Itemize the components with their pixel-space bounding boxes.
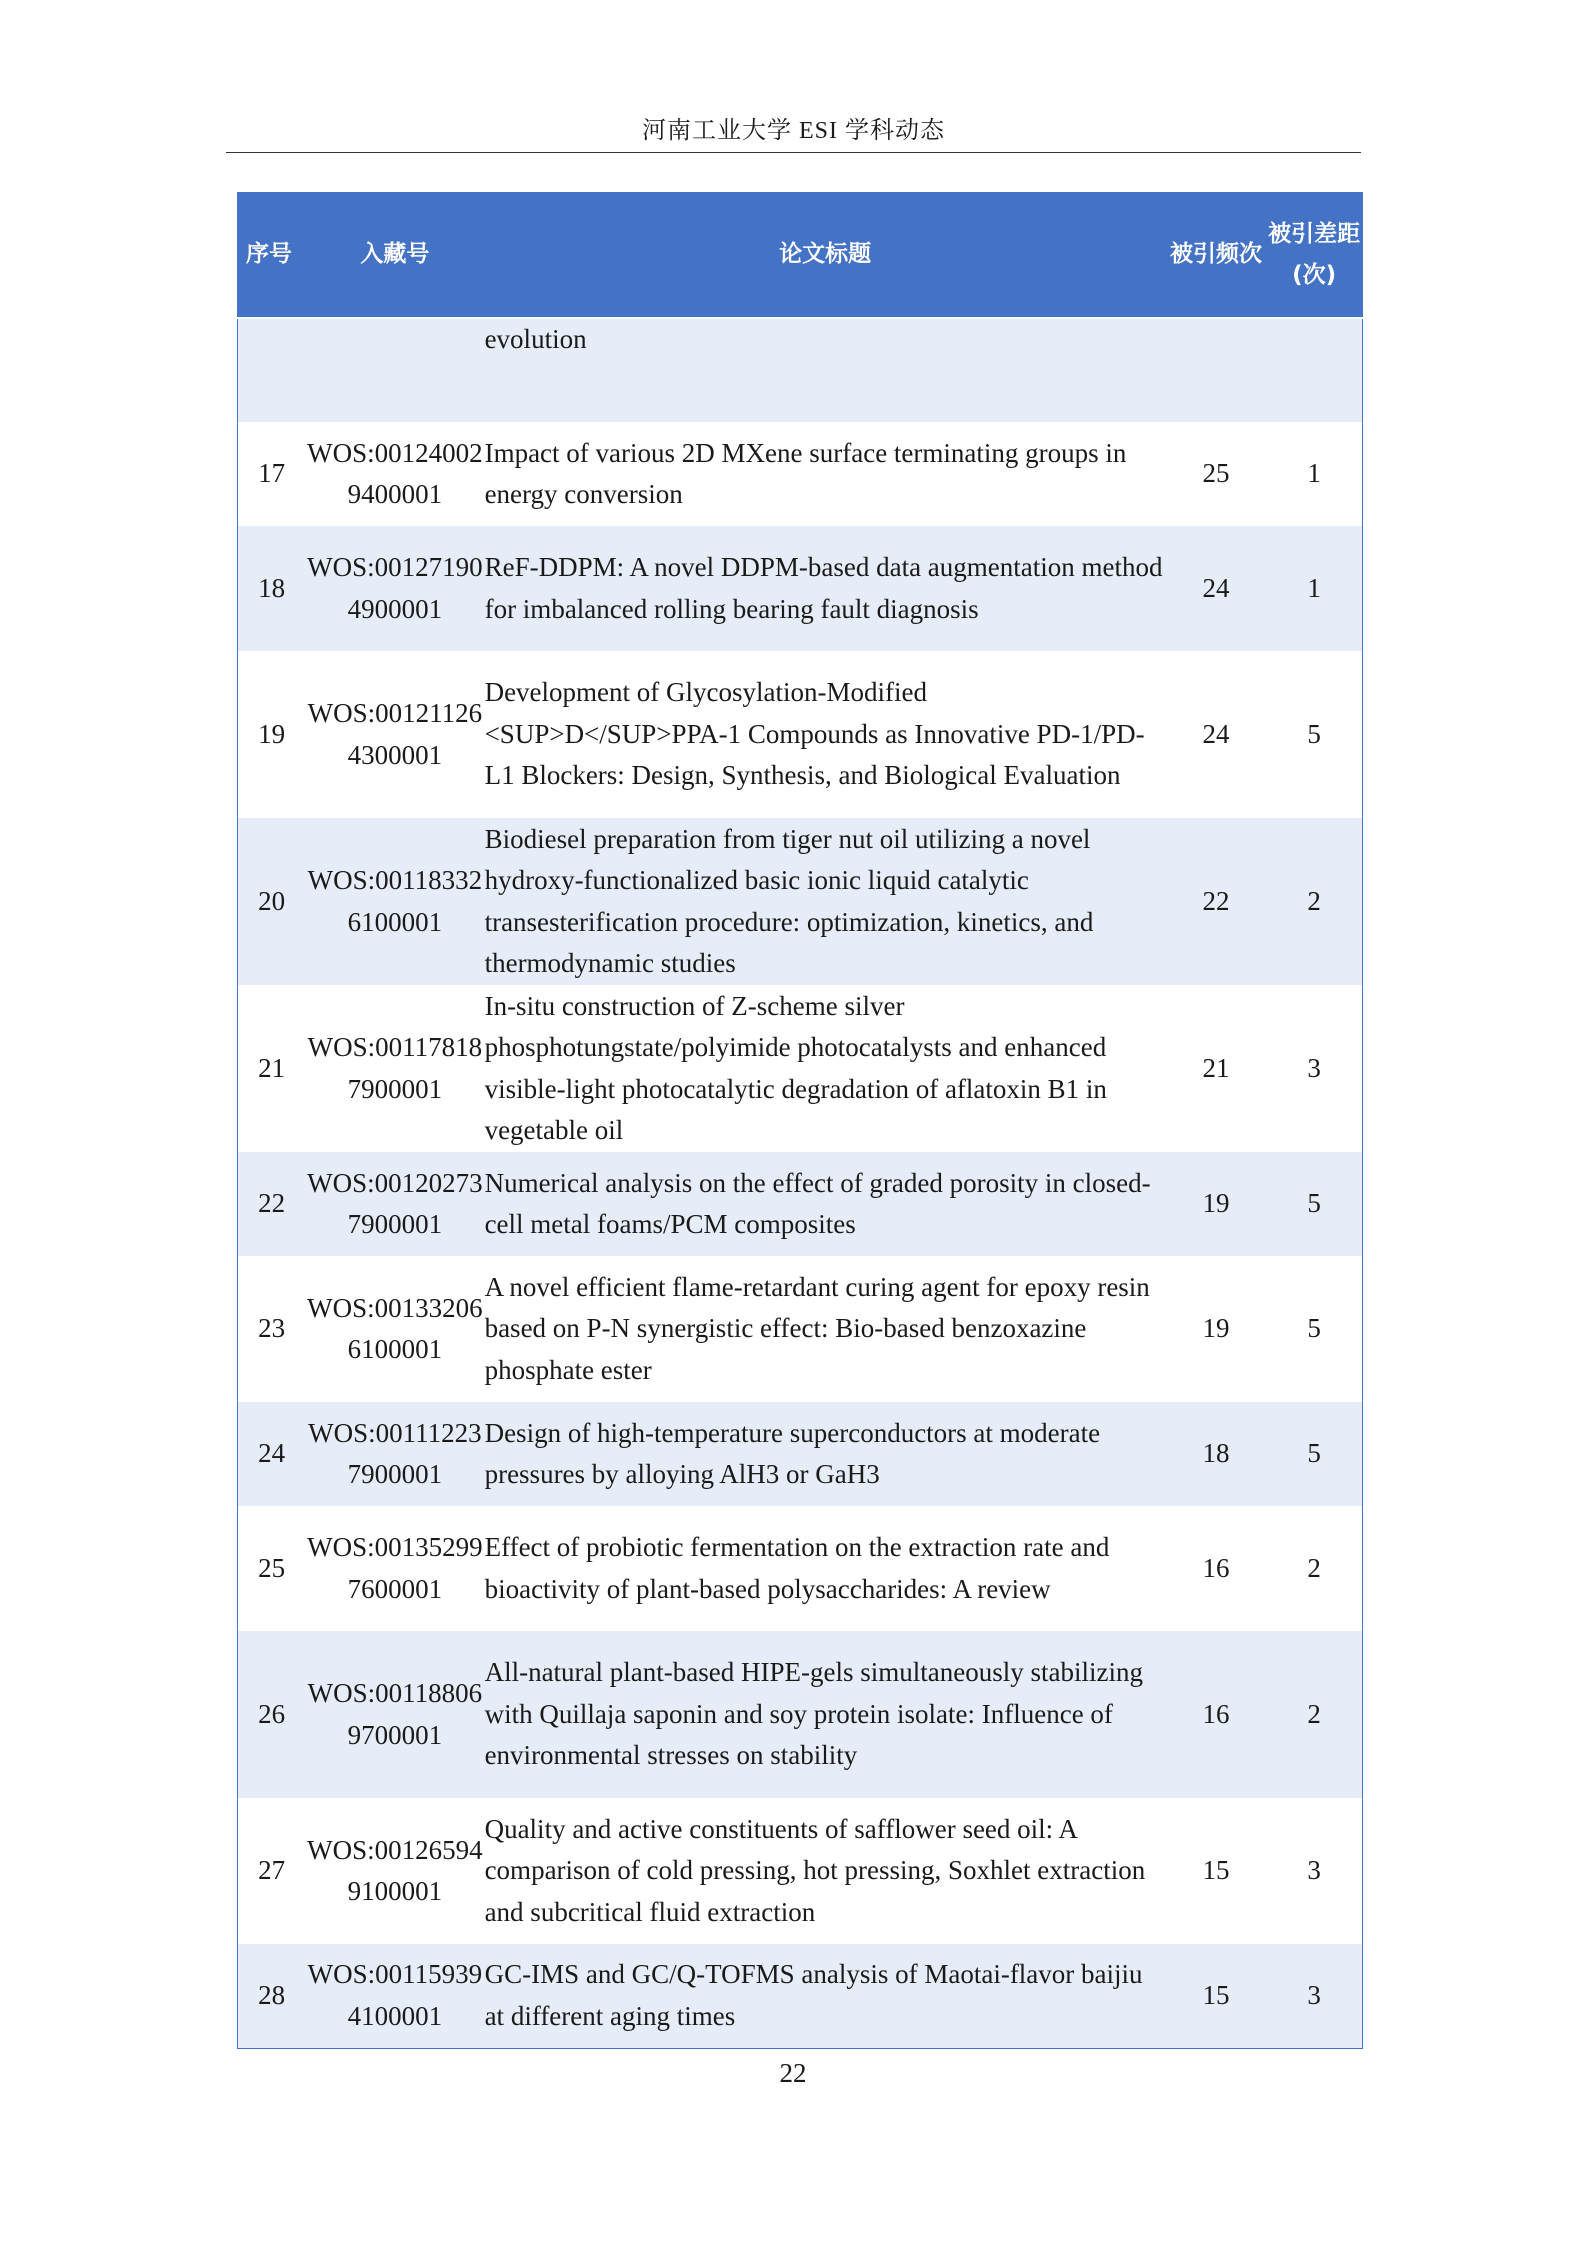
citation-count-cell: 19 xyxy=(1166,1152,1267,1256)
citation-gap-cell: 1 xyxy=(1266,526,1362,651)
serial-number-cell: 25 xyxy=(258,1552,286,1583)
paper-title-cell: Numerical analysis on the effect of graded porosity in closed-cell metal foams/PCM composites xyxy=(485,1152,1166,1256)
citation-count-cell: 18 xyxy=(1166,1402,1267,1506)
serial-number-cell: 27 xyxy=(258,1855,286,1886)
serial-number-cell: 28 xyxy=(238,1944,306,2048)
accession-number-cell: WOS:001332066100001 xyxy=(307,1292,483,1364)
table-row xyxy=(238,985,1363,1152)
header-accession-number: 入藏号 xyxy=(305,192,484,318)
table-row xyxy=(238,1402,1363,1506)
paper-title-cell: Quality and active constituents of safflower seed oil: A comparison of cold pressing, hot pressing, Soxhlet extraction and subcritical fluid extraction xyxy=(484,1813,1146,1927)
continued-gap-cell xyxy=(1266,318,1362,422)
paper-title-cell: ReF-DDPM: A novel DDPM-based data augmentation method for imbalanced rolling bearing fault diagnosis xyxy=(485,526,1166,651)
citation-gap-cell: 5 xyxy=(1266,1152,1362,1256)
table-row xyxy=(238,526,1363,651)
serial-number-cell: 17 xyxy=(258,458,286,489)
highly-cited-papers-table xyxy=(237,192,1363,2049)
table-row xyxy=(238,1944,1363,2048)
citation-count-cell: 16 xyxy=(1202,1552,1230,1583)
citation-count-cell: 19 xyxy=(1202,1313,1230,1344)
serial-number-cell: 24 xyxy=(238,1402,306,1506)
table-row xyxy=(238,1506,1363,1631)
header-rule xyxy=(226,152,1361,153)
continued-row xyxy=(238,318,1363,422)
accession-number-cell: WOS:001183326100001 xyxy=(305,818,484,985)
citation-gap-cell: 3 xyxy=(1266,1944,1362,2048)
header-serial-number: 序号 xyxy=(238,192,306,318)
table-header-row xyxy=(238,192,1363,318)
header-paper-title: 论文标题 xyxy=(485,192,1166,318)
serial-number-cell: 20 xyxy=(238,818,306,985)
table-row xyxy=(238,818,1363,985)
accession-number-cell: WOS:001112237900001 xyxy=(305,1402,484,1506)
serial-number-cell: 19 xyxy=(258,718,286,749)
citation-count-cell: 15 xyxy=(1166,1944,1267,2048)
header-citation-count: 被引频次 xyxy=(1166,192,1267,318)
citation-gap-cell: 2 xyxy=(1307,1552,1321,1583)
accession-number-cell: WOS:001188069700001 xyxy=(305,1631,484,1798)
citation-count-cell: 24 xyxy=(1166,526,1267,651)
page-number: 22 xyxy=(779,2058,807,2088)
citation-gap-cell: 3 xyxy=(1307,1052,1321,1083)
continued-title-cell: evolution xyxy=(485,318,1166,422)
header-citation-gap: 被引差距(次) xyxy=(1266,192,1362,318)
paper-title-cell: GC-IMS and GC/Q-TOFMS analysis of Maotai-flavor baijiu at different aging times xyxy=(485,1944,1166,2048)
citation-gap-cell: 5 xyxy=(1307,718,1321,749)
citation-gap-cell: 3 xyxy=(1307,1855,1321,1886)
continued-accession-cell xyxy=(305,318,484,422)
citation-count-cell: 16 xyxy=(1166,1631,1267,1798)
table-row xyxy=(238,1152,1363,1256)
table-row xyxy=(238,651,1363,818)
citation-gap-cell: 2 xyxy=(1266,818,1362,985)
serial-number-cell: 23 xyxy=(258,1313,286,1344)
table-row xyxy=(238,422,1363,526)
paper-title-cell: Biodiesel preparation from tiger nut oil utilizing a novel hydroxy-functionalized basic ionic liquid catalytic transesterification procedure: optimization, kinetics, and thermodynamic studies xyxy=(485,818,1166,985)
accession-number-cell: WOS:001352997600001 xyxy=(307,1532,483,1604)
serial-number-cell: 18 xyxy=(238,526,306,651)
paper-title-cell: Design of high-temperature superconductors at moderate pressures by alloying AlH3 or GaH3 xyxy=(485,1402,1166,1506)
paper-title-cell: All-natural plant-based HIPE-gels simultaneously stabilizing with Quillaja saponin and soy protein isolate: Influence of environmental stresses on stability xyxy=(485,1631,1166,1798)
citation-count-cell: 22 xyxy=(1166,818,1267,985)
paper-title-cell: Development of Glycosylation-Modified <SUP>D</SUP>PPA-1 Compounds as Innovative PD-1/PD-L1 Blockers: Design, Synthesis, and Biological Evaluation xyxy=(484,677,1145,791)
accession-number-cell: WOS:001178187900001 xyxy=(307,1032,483,1104)
continued-serial-cell xyxy=(238,318,306,422)
citation-gap-cell: 5 xyxy=(1307,1313,1321,1344)
paper-title-cell: Impact of various 2D MXene surface terminating groups in energy conversion xyxy=(484,437,1127,509)
accession-number-cell: WOS:001240029400001 xyxy=(307,437,483,509)
citation-count-cell: 21 xyxy=(1202,1052,1230,1083)
accession-number-cell: WOS:001271904900001 xyxy=(305,526,484,651)
citation-gap-cell: 5 xyxy=(1266,1402,1362,1506)
accession-number-cell: WOS:001159394100001 xyxy=(305,1944,484,2048)
serial-number-cell: 21 xyxy=(258,1052,286,1083)
accession-number-cell: WOS:001211264300001 xyxy=(307,698,483,770)
accession-number-cell: WOS:001265949100001 xyxy=(307,1834,483,1906)
page-header: 河南工业大学 ESI 学科动态 xyxy=(642,118,945,144)
paper-title-cell: A novel efficient flame-retardant curing agent for epoxy resin based on P-N synergistic effect: Bio-based benzoxazine phosphate ester xyxy=(484,1271,1150,1385)
paper-title-cell: Effect of probiotic fermentation on the extraction rate and bioactivity of plant-based polysaccharides: A review xyxy=(484,1532,1110,1604)
citation-count-cell: 24 xyxy=(1202,718,1230,749)
accession-number-cell: WOS:001202737900001 xyxy=(305,1152,484,1256)
table-row xyxy=(238,1631,1363,1798)
citation-gap-cell: 2 xyxy=(1266,1631,1362,1798)
table-row xyxy=(238,1798,1363,1944)
paper-title-cell: In-situ construction of Z-scheme silver phosphotungstate/polyimide photocatalysts and enhanced visible-light photocatalytic degradation of aflatoxin B1 in vegetable oil xyxy=(484,990,1107,1145)
citation-gap-cell: 1 xyxy=(1307,458,1321,489)
citation-count-cell: 25 xyxy=(1202,458,1230,489)
serial-number-cell: 22 xyxy=(238,1152,306,1256)
citation-count-cell: 15 xyxy=(1202,1855,1230,1886)
continued-citations-cell xyxy=(1166,318,1267,422)
serial-number-cell: 26 xyxy=(238,1631,306,1798)
table-row xyxy=(238,1256,1363,1402)
